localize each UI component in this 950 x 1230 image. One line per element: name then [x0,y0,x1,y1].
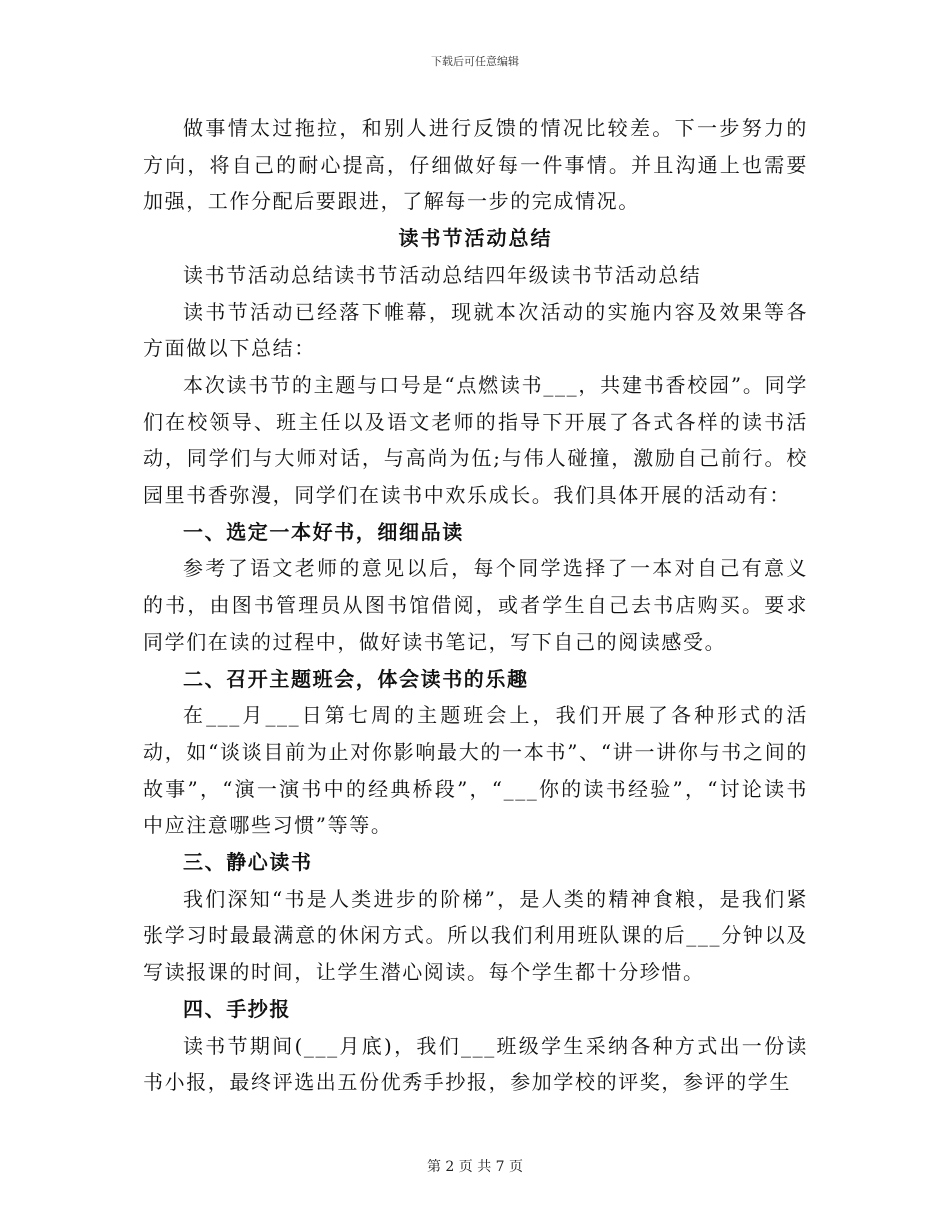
header-note: 下载后可任意编辑 [431,55,519,68]
subtitle-line: 读书节活动总结读书节活动总结四年级读书节活动总结 [183,262,702,287]
section2-body: 在___月___日第七周的主题班会上，我们开展了各种形式的活动，如“谈谈目前为止对你影响最大的一本书”、“讲一讲你与书之间的故事”，“演一演书中的经典桥段”，“___你的读书经验”，“讨论读书中应注意哪些习惯”等等。 [143,703,808,838]
intro-paragraph: 做事情太过拖拉，和别人进行反馈的情况比较差。下一步努力的方向，将自己的耐心提高，仔细做好每一件事情。并且沟通上也需要加强，工作分配后要跟进，了解每一步的完成情况。 [143,116,808,214]
section2-heading: 二、召开主题班会，体会读书的乐趣 [183,666,529,691]
page-indicator: 第 2 页 共 7 页 [426,1159,524,1175]
section1-body: 参考了语文老师的意见以后，每个同学选择了一本对自己有意义的书，由图书管理员从图书馆借阅，或者学生自己去书店购买。要求同学们在读的过程中，做好读书笔记，写下自己的阅读感受。 [143,556,808,654]
section3-heading: 三、静心读书 [183,850,313,875]
section4-heading: 四、手抄报 [183,996,291,1021]
section4-body: 读书节期间(___月底)，我们___班级学生采纳各种方式出一份读书小报，最终评选出五份优秀手抄报，参加学校的评奖，参评的学生 [143,1033,808,1095]
theme-paragraph: 本次读书节的主题与口号是“点燃读书___，共建书香校园”。同学们在校领导、班主任以及语文老师的指导下开展了各式各样的读书活动，同学们与大师对话，与高尚为伍;与伟人碰撞，激励自己前行。校园里书香弥漫，同学们在读书中欢乐成长。我们具体开展的活动有： [143,372,808,508]
document-body [143,110,808,1101]
opening-paragraph: 读书节活动已经落下帷幕，现就本次活动的实施内容及效果等各方面做以下总结： [143,299,808,361]
section3-body: 我们深知“书是人类进步的阶梯”，是人类的精神食粮，是我们紧张学习时最最满意的休闲方式。所以我们利用班队课的后___分钟以及写读报课的时间，让学生潜心阅读。每个学生都十分珍惜。 [143,886,808,985]
document-title: 读书节活动总结 [398,226,553,251]
section1-heading: 一、选定一本好书，细细品读 [183,519,464,544]
